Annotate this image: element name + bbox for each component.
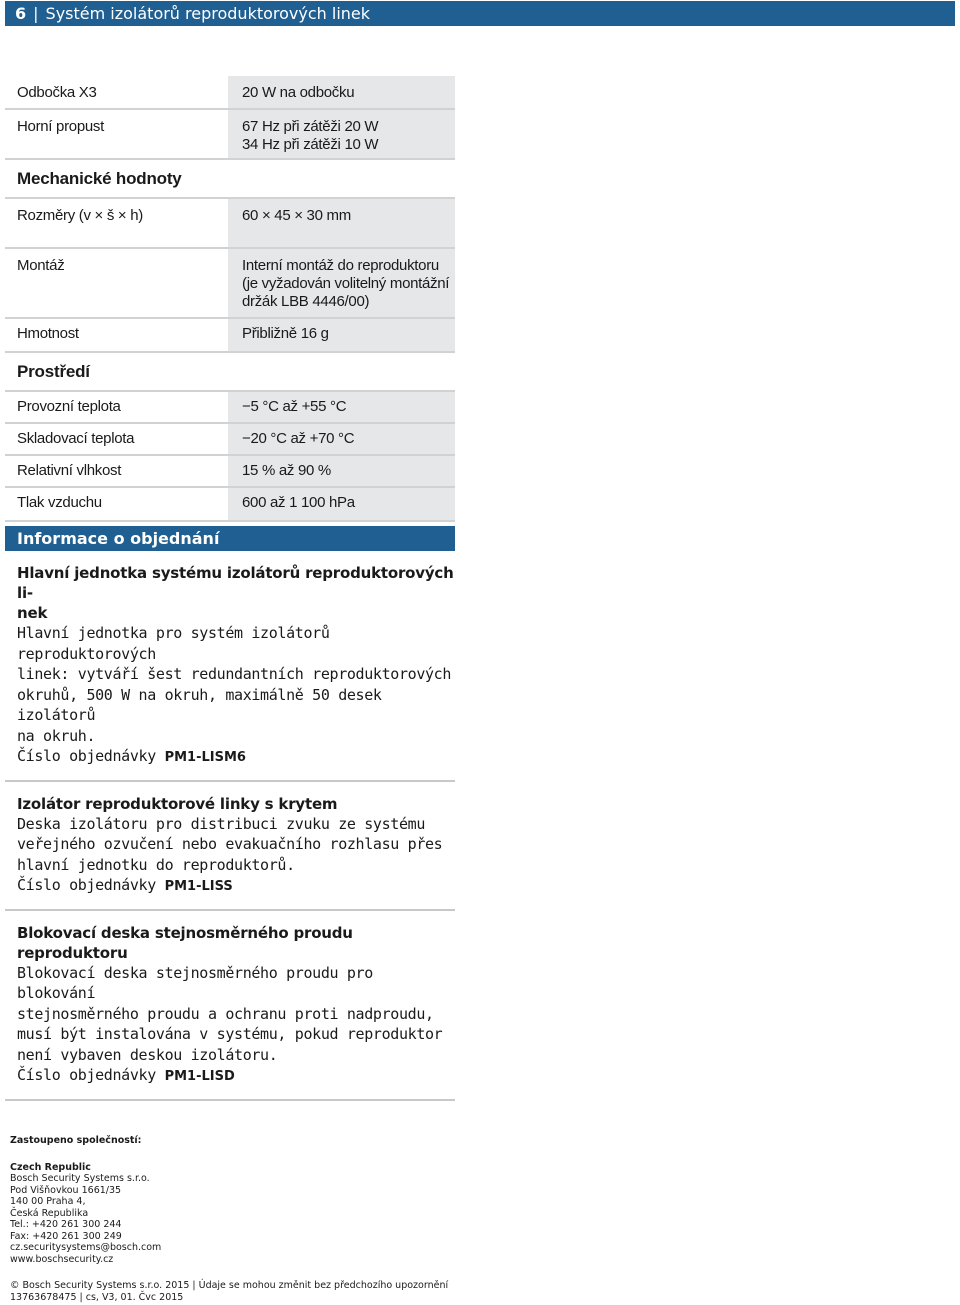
product-item bbox=[5, 563, 455, 782]
product-title bbox=[17, 794, 455, 814]
spec-row-weight bbox=[5, 319, 455, 353]
product-description-line: musí být instalována v systému, pokud reproduktor bbox=[17, 1025, 443, 1043]
spec-value-line: (je vyžadován volitelný montážní bbox=[242, 275, 450, 292]
spec-value bbox=[228, 392, 455, 422]
ordering-heading: Informace o objednání bbox=[5, 526, 455, 551]
product-item bbox=[5, 794, 455, 911]
spec-table bbox=[5, 76, 455, 522]
spec-label: Skladovací teplota bbox=[17, 430, 135, 447]
product-description bbox=[17, 963, 455, 1066]
spec-value bbox=[228, 76, 455, 108]
phone: Tel.: +420 261 300 244 bbox=[10, 1219, 122, 1230]
section-heading-environment: Prostředí bbox=[5, 353, 455, 392]
email-link[interactable]: cz.securitysystems@bosch.com bbox=[10, 1242, 162, 1253]
address-line: Bosch Security Systems s.r.o. bbox=[10, 1173, 150, 1184]
spec-label: Provozní teplota bbox=[17, 398, 121, 415]
product-description-line: Hlavní jednotka pro systém izolátorů reproduktorových bbox=[17, 624, 330, 663]
spec-row-mounting bbox=[5, 249, 455, 319]
spec-value-line: −5 °C až +55 °C bbox=[242, 398, 347, 415]
document-info: 13763678475 | cs, V3, 01. Čvc 2015 bbox=[10, 1291, 184, 1303]
product-description-line: Deska izolátoru pro distribuci zvuku ze systému bbox=[17, 814, 425, 833]
order-number-line bbox=[17, 746, 455, 769]
footer bbox=[10, 1135, 448, 1303]
spec-row-storage-temp bbox=[5, 424, 455, 456]
product-description bbox=[17, 814, 455, 876]
product-item bbox=[5, 923, 455, 1101]
spec-value-line: 600 až 1 100 hPa bbox=[242, 494, 355, 511]
order-number: PM1-LISM6 bbox=[164, 750, 246, 765]
spec-label: Relativní vlhkost bbox=[17, 462, 122, 479]
order-number-label: Číslo objednávky bbox=[17, 1066, 156, 1084]
spec-value-line: Přibližně 16 g bbox=[242, 325, 329, 342]
product-description-line: veřejného ozvučení nebo evakuačního rozhlasu přes bbox=[17, 835, 443, 853]
spec-value-line: Interní montáž do reproduktoru bbox=[242, 257, 439, 274]
spec-label: Tlak vzduchu bbox=[17, 494, 102, 511]
section-heading-mechanical: Mechanické hodnoty bbox=[5, 160, 455, 199]
represented-by: Zastoupeno společností: bbox=[10, 1135, 142, 1146]
spec-value bbox=[228, 110, 455, 158]
spec-label: Odbočka X3 bbox=[17, 84, 97, 101]
order-number: PM1-LISS bbox=[164, 879, 233, 894]
address-line: 140 00 Praha 4, bbox=[10, 1196, 86, 1207]
spec-row-tap bbox=[5, 76, 455, 110]
copyright-line: © Bosch Security Systems s.r.o. 2015 | Údaje se mohou změnit bez předchozího upozornění bbox=[10, 1280, 449, 1291]
product-description-line: hlavní jednotku do reproduktorů. bbox=[17, 855, 295, 874]
spec-value bbox=[228, 199, 455, 247]
product-list bbox=[17, 563, 455, 1113]
spec-row-highpass bbox=[5, 110, 455, 160]
spec-value-line: 60 × 45 × 30 mm bbox=[242, 207, 351, 224]
product-description bbox=[17, 623, 455, 746]
product-description-line: stejnosměrného proudu a ochranu proti nadproudu, bbox=[17, 1004, 434, 1023]
fax: Fax: +420 261 300 249 bbox=[10, 1230, 122, 1242]
country-name: Czech Republic bbox=[10, 1161, 91, 1173]
spec-row-humidity bbox=[5, 456, 455, 488]
page-header bbox=[5, 1, 955, 26]
product-description-line: linek: vytváří šest redundantních reproduktorových bbox=[17, 665, 452, 683]
address-line: Česká Republika bbox=[10, 1207, 89, 1219]
spec-value bbox=[228, 424, 455, 454]
header-separator: | bbox=[33, 4, 39, 23]
product-description-line: okruhů, 500 W na okruh, maximálně 50 desek izolátorů bbox=[17, 685, 382, 724]
spec-value bbox=[228, 488, 455, 520]
address-line: Pod Višňovkou 1661/35 bbox=[10, 1184, 122, 1196]
product-title-line: Blokovací deska stejnosměrného proudu reproduktoru bbox=[17, 923, 353, 962]
product-description-line: Blokovací deska stejnosměrného proudu pro blokování bbox=[17, 963, 373, 1002]
spec-label: Hmotnost bbox=[17, 325, 79, 342]
spec-value-line: −20 °C až +70 °C bbox=[242, 430, 355, 447]
order-number-line bbox=[17, 1065, 455, 1088]
order-number-line bbox=[17, 875, 455, 898]
spec-value-line: 34 Hz při zátěži 10 W bbox=[242, 136, 379, 153]
product-title-line: Izolátor reproduktorové linky s krytem bbox=[17, 794, 338, 813]
product-title-line: nek bbox=[17, 604, 48, 622]
spec-row-dimensions bbox=[5, 199, 455, 249]
spec-value-line: 20 W na odbočku bbox=[242, 84, 355, 101]
website-link[interactable]: www.boschsecurity.cz bbox=[10, 1253, 114, 1265]
order-number-label: Číslo objednávky bbox=[17, 876, 156, 894]
spec-row-air-pressure bbox=[5, 488, 455, 522]
order-number-label: Číslo objednávky bbox=[17, 747, 156, 765]
product-title-line: Hlavní jednotka systému izolátorů reproduktorových li- bbox=[17, 564, 454, 602]
spec-value bbox=[228, 456, 455, 486]
spec-value-line: držák LBB 4446/00) bbox=[242, 293, 370, 310]
spec-label: Rozměry (v × š × h) bbox=[17, 207, 143, 224]
page-title: Systém izolátorů reproduktorových linek bbox=[45, 4, 371, 23]
spec-value bbox=[228, 249, 455, 317]
product-description-line: na okruh. bbox=[17, 726, 96, 745]
product-description-line: není vybaven deskou izolátoru. bbox=[17, 1045, 278, 1064]
spec-row-operating-temp bbox=[5, 392, 455, 424]
product-title bbox=[17, 923, 455, 963]
order-number: PM1-LISD bbox=[164, 1069, 235, 1084]
spec-value-line: 15 % až 90 % bbox=[242, 462, 331, 479]
spec-label: Horní propust bbox=[17, 118, 104, 135]
spec-label: Montáž bbox=[17, 257, 65, 274]
page-number: 6 bbox=[15, 4, 27, 23]
spec-value bbox=[228, 319, 455, 351]
product-title bbox=[17, 563, 455, 623]
spec-value-line: 67 Hz při zátěži 20 W bbox=[242, 118, 379, 135]
